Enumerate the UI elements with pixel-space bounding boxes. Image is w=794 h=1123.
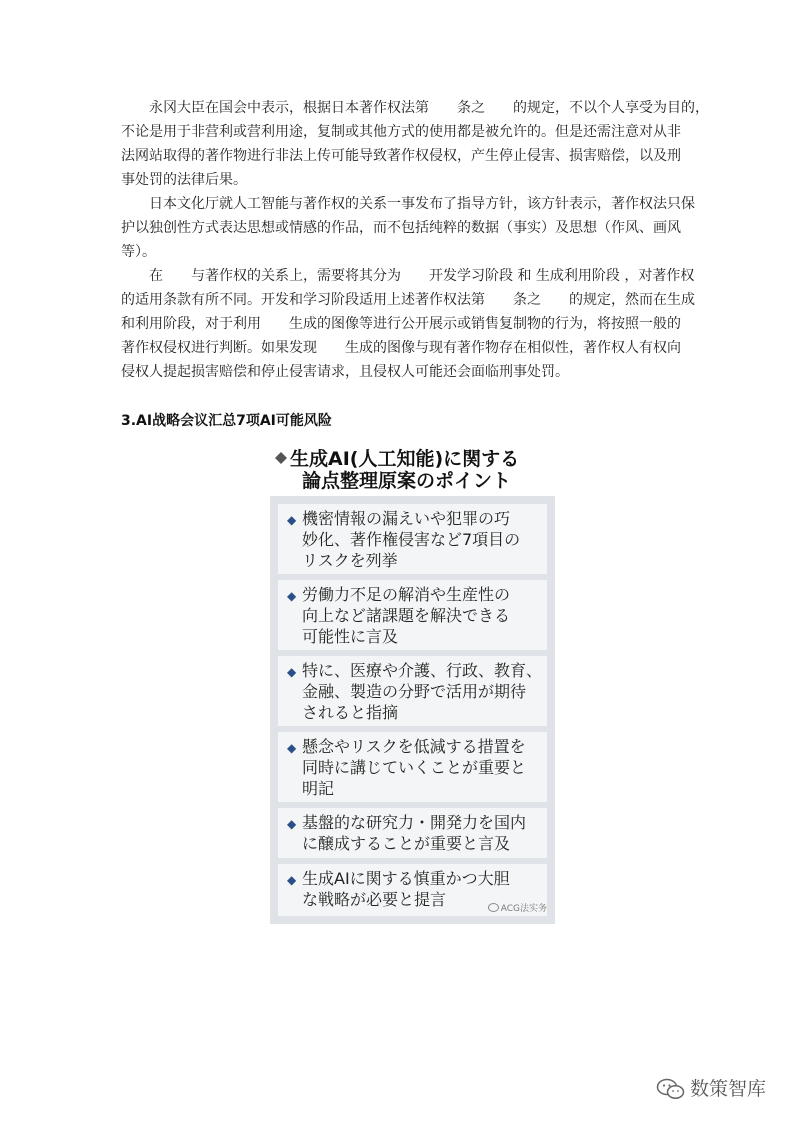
paragraph-line: 事处罚的法律后果。 bbox=[121, 172, 247, 188]
footer-brand-text: 数策智库 bbox=[690, 1078, 767, 1100]
figure-points-box bbox=[270, 496, 555, 924]
paragraph-line: 在 与著作权的关系上，需要将其分为 开发学习阶段 和 生成利用阶段 ，对著作权 bbox=[149, 268, 695, 284]
figure-watermark bbox=[488, 901, 547, 914]
figure-watermark-text: ACG法实务 bbox=[500, 904, 547, 914]
wechat-icon bbox=[656, 1077, 686, 1106]
figure-point-line: 同時に講じていくことが重要と bbox=[302, 758, 527, 777]
paragraph-line: 著作权侵权进行判断。如果发现 生成的图像与现有著作物存在相似性，著作权人有权向 bbox=[121, 340, 681, 356]
footer-brand bbox=[656, 1074, 766, 1106]
paragraph-line: 的适用条款有所不同。开发和学习阶段适用上述著作权法第 条之 的规定，然而在生成 bbox=[121, 292, 695, 308]
cube-icon bbox=[275, 452, 287, 464]
paragraph-line: 侵权人提起损害赔偿和停止侵害请求，且侵权人可能还会面临刑事处罚。 bbox=[121, 364, 569, 380]
wechat-icon bbox=[488, 903, 499, 912]
paragraph-line: 和利用阶段，对于利用 生成的图像等进行公开展示或销售复制物的行为，将按照一般的 bbox=[121, 316, 681, 332]
paragraph-line: 永冈大臣在国会中表示，根据日本著作权法第 条之 的规定，不以个人享受为目的， bbox=[149, 100, 709, 116]
figure-point bbox=[278, 580, 547, 650]
figure-point-line: に醸成することが重要と言及 bbox=[302, 834, 511, 853]
figure-point-line: 基盤的な研究力・開発力を国内 bbox=[302, 813, 527, 832]
figure-point-line: 金融、製造の分野で活用が期待 bbox=[302, 682, 527, 701]
paragraph-2 bbox=[121, 192, 695, 264]
paragraph-1 bbox=[121, 96, 709, 192]
figure-point-line: な戦略が必要と提言 bbox=[302, 890, 447, 909]
figure-point-line: 向上など諸課題を解決できる bbox=[302, 606, 511, 625]
figure-point-line: 懸念やリスクを低減する措置を bbox=[302, 737, 526, 756]
diamond-bullet-icon: ◆ bbox=[287, 741, 297, 755]
embedded-figure bbox=[270, 446, 555, 924]
diamond-bullet-icon: ◆ bbox=[287, 817, 297, 831]
figure-title-line-1: 生成AI(人工知能)に関する bbox=[290, 448, 520, 470]
figure-title bbox=[270, 446, 555, 492]
figure-point bbox=[278, 732, 547, 802]
paragraph-line: 等）。 bbox=[121, 244, 156, 260]
paragraph-line: 日本文化厅就人工智能与著作权的关系一事发布了指导方针，该方针表示，著作权法只保 bbox=[149, 196, 695, 212]
paragraph-line: 法网站取得的著作物进行非法上传可能导致著作权侵权，产生停止侵害、损害赔偿，以及刑 bbox=[121, 148, 681, 164]
paragraph-line: 不论是用于非营利或营利用途，复制或其他方式的使用都是被允许的。但是还需注意对从非 bbox=[121, 124, 681, 140]
figure-point-line: 機密情報の漏えいや犯罪の巧 bbox=[302, 509, 511, 528]
section-heading: 3.AI战略会议汇总7项AI可能风险 bbox=[121, 413, 332, 429]
figure-point bbox=[278, 656, 547, 726]
figure-point-line: 明記 bbox=[302, 779, 335, 798]
diamond-bullet-icon: ◆ bbox=[287, 665, 297, 679]
diamond-bullet-icon: ◆ bbox=[287, 513, 297, 527]
figure-point bbox=[278, 808, 547, 858]
diamond-bullet-icon: ◆ bbox=[287, 589, 297, 603]
figure-point-line: 妙化、著作権侵害など7項目の bbox=[302, 530, 521, 549]
figure-point-line: 生成AIに関する慎重かつ大胆 bbox=[302, 869, 510, 888]
figure-point-line: 労働力不足の解消や生産性の bbox=[302, 585, 511, 604]
figure-point-line: 可能性に言及 bbox=[302, 627, 399, 646]
figure-point-line: 特に、医療や介護、行政、教育、 bbox=[302, 661, 543, 680]
figure-title-line-2: 論点整理原案のポイント bbox=[302, 470, 512, 492]
figure-point bbox=[278, 504, 547, 574]
figure-point-line: されると指摘 bbox=[302, 703, 399, 722]
paragraph-line: 护以独创性方式表达思想或情感的作品，而不包括纯粹的数据（事实）及思想（作风、画风 bbox=[121, 220, 681, 236]
diamond-bullet-icon: ◆ bbox=[287, 873, 297, 887]
paragraph-3 bbox=[121, 264, 695, 384]
figure-point-line: リスクを列挙 bbox=[302, 551, 398, 570]
